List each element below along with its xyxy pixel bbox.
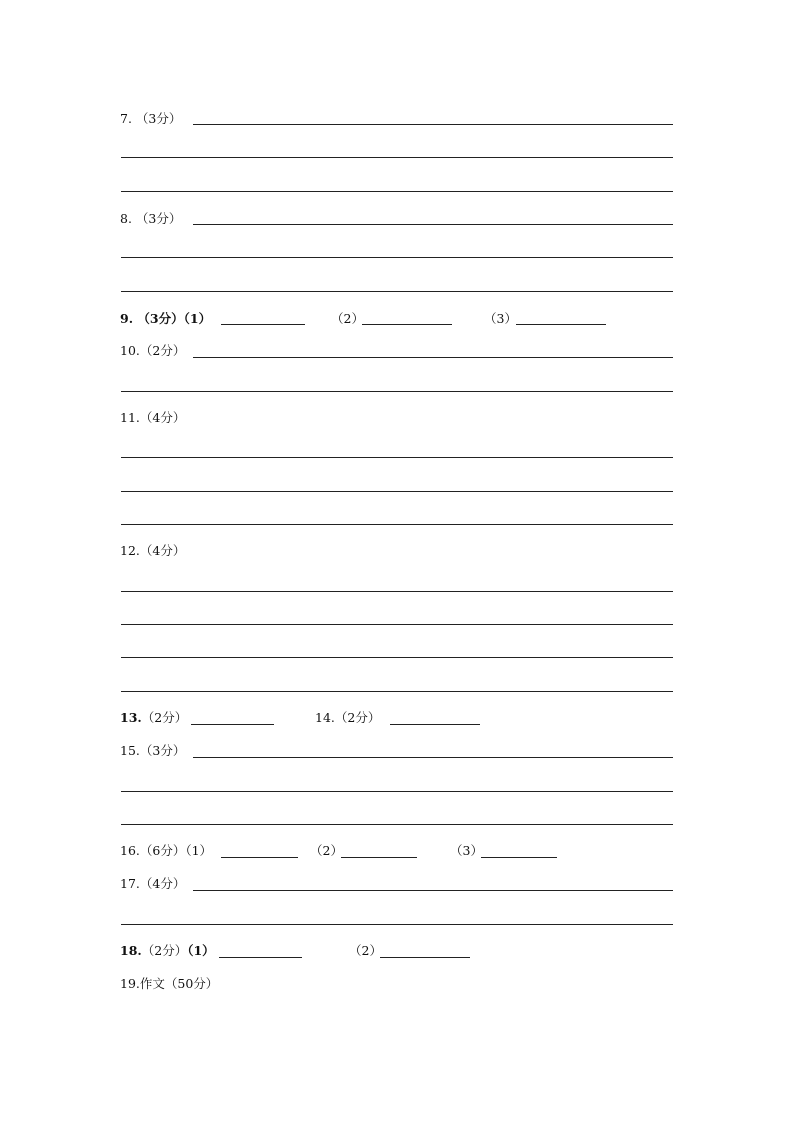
question-18-label	[120, 943, 215, 959]
question-score: （3分）	[135, 111, 182, 126]
question-12-label	[120, 543, 185, 559]
part-label: （1）	[183, 311, 212, 326]
question-19-label	[120, 976, 218, 992]
part-label: （1）	[187, 943, 215, 958]
question-number: 15.	[120, 743, 140, 758]
question-13-label	[120, 710, 187, 726]
answer-line[interactable]	[121, 657, 673, 658]
answer-line[interactable]	[121, 257, 673, 258]
question-14-label	[315, 710, 380, 726]
answer-line[interactable]	[121, 624, 673, 625]
part-label: （2）	[310, 843, 343, 858]
answer-blank[interactable]	[221, 857, 298, 858]
answer-line[interactable]	[121, 824, 673, 825]
answer-line[interactable]	[193, 124, 673, 125]
question-score: （2分）	[139, 343, 186, 358]
question-number: 9.	[120, 311, 134, 326]
part-label: （2）	[349, 943, 382, 958]
answer-blank[interactable]	[390, 724, 480, 725]
question-8-label	[120, 211, 181, 227]
answer-line[interactable]	[121, 457, 673, 458]
answer-line[interactable]	[193, 757, 673, 758]
question-score: （2分）	[334, 710, 381, 725]
question-score: （4分）	[139, 876, 186, 891]
answer-blank[interactable]	[221, 324, 305, 325]
answer-line[interactable]	[193, 224, 673, 225]
essay-label: 作文（50分）	[139, 976, 219, 991]
question-number: 11.	[120, 410, 140, 425]
answer-line[interactable]	[121, 157, 673, 158]
part-label: （3）	[484, 311, 517, 326]
question-number: 18.	[120, 943, 142, 958]
question-number: 16.	[120, 843, 140, 858]
question-score: （2分）	[141, 710, 188, 725]
question-number: 14.	[315, 710, 335, 725]
answer-line[interactable]	[121, 591, 673, 592]
question-score: （3分）	[137, 311, 184, 326]
answer-blank[interactable]	[362, 324, 452, 325]
part-label: （3）	[450, 843, 483, 858]
answer-line[interactable]	[121, 791, 673, 792]
answer-blank[interactable]	[481, 857, 557, 858]
answer-line[interactable]	[193, 890, 673, 891]
question-number: 19.	[120, 976, 140, 991]
question-score: （3分）	[139, 743, 186, 758]
question-score: （2分）	[141, 943, 188, 958]
question-number: 13.	[120, 710, 142, 725]
question-15-label	[120, 743, 185, 759]
question-7-label	[120, 111, 181, 127]
question-score: （6分）	[139, 843, 186, 858]
question-number: 8.	[120, 211, 132, 226]
answer-line[interactable]	[121, 691, 673, 692]
answer-line[interactable]	[121, 291, 673, 292]
question-score: （4分）	[139, 410, 186, 425]
answer-blank[interactable]	[380, 957, 470, 958]
answer-line[interactable]	[121, 191, 673, 192]
answer-line[interactable]	[121, 924, 673, 925]
question-9-label	[120, 311, 211, 327]
answer-line[interactable]	[121, 391, 673, 392]
question-11-label	[120, 410, 185, 426]
question-16-label	[120, 843, 212, 859]
answer-line[interactable]	[121, 491, 673, 492]
question-number: 12.	[120, 543, 140, 558]
question-17-label	[120, 876, 185, 892]
question-score: （3分）	[135, 211, 182, 226]
answer-blank[interactable]	[191, 724, 274, 725]
question-number: 17.	[120, 876, 140, 891]
answer-blank[interactable]	[219, 957, 302, 958]
question-10-label	[120, 343, 185, 359]
answer-line[interactable]	[121, 524, 673, 525]
answer-blank[interactable]	[516, 324, 606, 325]
question-number: 10.	[120, 343, 140, 358]
answer-blank[interactable]	[341, 857, 417, 858]
part-label: （1）	[185, 843, 213, 858]
answer-line[interactable]	[193, 357, 673, 358]
question-score: （4分）	[139, 543, 186, 558]
part-label: （2）	[331, 311, 364, 326]
question-number: 7.	[120, 111, 132, 126]
